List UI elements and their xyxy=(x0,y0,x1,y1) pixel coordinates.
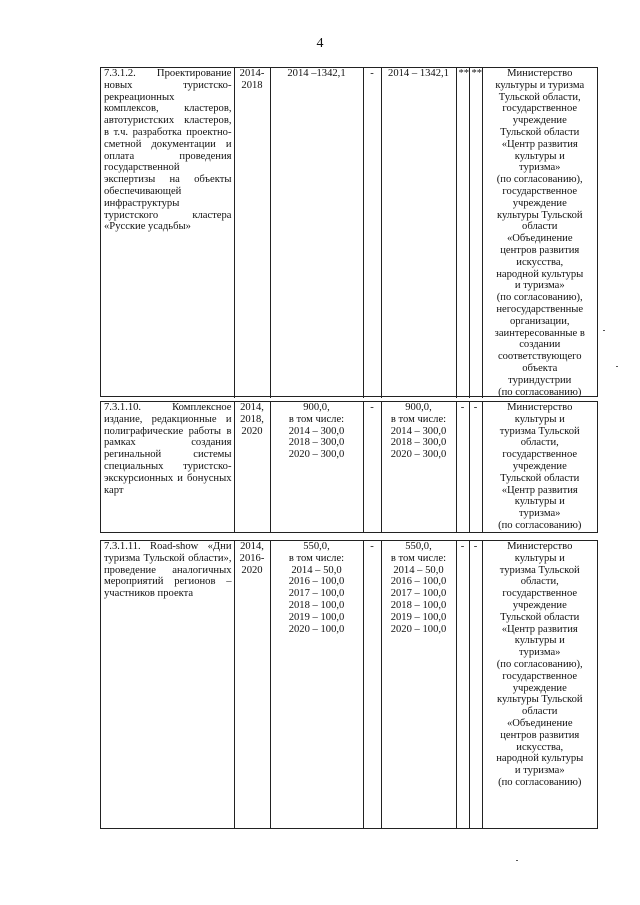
funding-line: в том числе: xyxy=(390,413,447,425)
executor-line: культуры Тульской xyxy=(496,209,583,221)
funding-line: 2018 – 300,0 xyxy=(288,437,345,449)
measure-name: 7.3.1.11. Road-show «Дни туризма Тульской области», проведение аналогичных мероприятий регионов – участников проекта xyxy=(104,541,232,600)
executor-line: культуры и xyxy=(514,552,565,564)
federal-funding-cell: - xyxy=(363,541,381,828)
funding-line: в том числе: xyxy=(390,552,447,564)
executor-line: Тульской области xyxy=(500,126,580,138)
funding-line: 2020 – 100,0 xyxy=(390,623,447,635)
executor-line: заинтересованные в xyxy=(494,327,585,339)
years-cell xyxy=(234,68,270,398)
executor-line: учреждение xyxy=(512,599,567,611)
federal-funding-cell: - xyxy=(363,402,381,532)
funding-line: 2014 – 300,0 xyxy=(390,425,447,437)
total-funding-cell xyxy=(270,541,363,828)
funding-line: 2017 – 100,0 xyxy=(288,588,345,600)
page-number: 4 xyxy=(316,36,324,51)
funding-line: 550,0, xyxy=(405,541,432,552)
years-line: 2014, xyxy=(240,402,264,413)
executor-line: культуры и xyxy=(514,413,565,425)
executor-line: области, xyxy=(520,576,559,588)
executor-line: «Объединение xyxy=(506,233,573,245)
other-funding-cell: - xyxy=(469,541,482,828)
executor-line: туризма Тульской xyxy=(499,425,580,437)
funding-line: 900,0, xyxy=(303,402,330,413)
executor-line: государственное xyxy=(502,185,578,197)
executor-line: соответствующего xyxy=(497,351,582,363)
funding-line: 2016 – 100,0 xyxy=(390,576,447,588)
funding-line: 2014 – 50,0 xyxy=(393,564,444,576)
regional-funding-cell xyxy=(381,541,456,828)
executor-line: области, xyxy=(520,437,559,449)
executor-line: (по согласованию) xyxy=(498,776,582,788)
years-line: 2016- xyxy=(239,552,265,564)
executor-line: туризма Тульской xyxy=(499,564,580,576)
funding-line: 2018 – 300,0 xyxy=(390,437,447,449)
executor-line: негосударственные xyxy=(496,303,584,315)
funding-line: 900,0, xyxy=(405,402,432,413)
scan-speck xyxy=(516,860,518,861)
years-line: 2020 xyxy=(241,425,263,437)
executor-line: организации, xyxy=(509,315,570,327)
years-line: 2020 xyxy=(241,564,263,576)
executor-line: туризма» xyxy=(519,647,561,659)
executor-line: Министерство xyxy=(507,68,573,79)
executor-line: создании xyxy=(519,339,561,351)
executor-line: культуры и xyxy=(514,496,565,508)
executor-line: туризма» xyxy=(519,508,561,520)
executor-line: «Центр развития xyxy=(501,623,578,635)
executor-cell xyxy=(482,541,597,828)
years-line: 2014- xyxy=(239,68,265,79)
executor-line: туриндустрии xyxy=(508,374,572,386)
executor-line: Тульской области xyxy=(500,472,580,484)
regional-funding-cell xyxy=(381,68,456,398)
executor-cell xyxy=(482,68,597,398)
other-funding-cell: ** xyxy=(469,68,482,398)
funding-line: в том числе: xyxy=(288,413,345,425)
executor-line: Тульской области, xyxy=(498,91,581,103)
executor-line: «Центр развития xyxy=(501,484,578,496)
total-funding-cell xyxy=(270,402,363,532)
executor-line: и туризма» xyxy=(514,280,565,292)
funding-line: 2014 –1342,1 xyxy=(287,68,346,79)
funding-line: 2014 – 1342,1 xyxy=(388,68,449,79)
executor-line: области xyxy=(522,706,558,718)
executor-line: объекта xyxy=(522,362,558,374)
executor-line: Тульской области xyxy=(500,611,580,623)
funding-line: 2020 – 100,0 xyxy=(288,623,345,635)
local-funding-cell: - xyxy=(456,402,469,532)
measure-name: 7.3.1.10. Комплексное издание, редакционные и полиграфические работы в рамках создания регинальной системы специальных туристско-экскурсионных и бонусных карт xyxy=(104,402,232,496)
measure-name: 7.3.1.2. Проектирование новых туристско-рекреационных комплексов, кластеров, автотуристских кластеров, в т.ч. разработка проектно-сметной документации и оплата проведения государственной экспертизы на объекты обеспечивающей инфраструктуры туристского кластера «Русские усадьбы» xyxy=(104,68,232,233)
scan-speck xyxy=(603,330,605,331)
executor-line: народной культуры xyxy=(496,753,584,765)
local-funding-cell: - xyxy=(456,541,469,828)
executor-line: государственное xyxy=(502,103,578,115)
table-row xyxy=(100,540,598,829)
table-row xyxy=(100,67,598,397)
executor-line: культуры и xyxy=(514,635,565,647)
funding-line: 2018 – 100,0 xyxy=(390,599,447,611)
executor-line: «Объединение xyxy=(506,717,573,729)
total-funding-cell xyxy=(270,68,363,398)
executor-line: «Центр развития xyxy=(501,138,578,150)
executor-line: учреждение xyxy=(512,197,567,209)
executor-line: учреждение xyxy=(512,682,567,694)
funding-line: 2017 – 100,0 xyxy=(390,588,447,600)
other-funding-cell: - xyxy=(469,402,482,532)
funding-line: в том числе: xyxy=(288,552,345,564)
executor-line: культуры Тульской xyxy=(496,694,583,706)
years-cell xyxy=(234,541,270,828)
executor-line: искусства, xyxy=(516,256,564,268)
executor-line: центров развития xyxy=(500,729,580,741)
executor-line: (по согласованию), xyxy=(496,174,583,186)
funding-line: 2014 – 50,0 xyxy=(291,564,342,576)
executor-cell xyxy=(482,402,597,532)
executor-line: центров развития xyxy=(500,244,580,256)
funding-line: 550,0, xyxy=(303,541,330,552)
years-line: 2014, xyxy=(240,541,264,552)
executor-line: (по согласованию) xyxy=(498,386,582,398)
funding-line: 2019 – 100,0 xyxy=(390,611,447,623)
scan-speck xyxy=(616,366,618,367)
years-line: 2018, xyxy=(240,413,264,425)
executor-line: государственное xyxy=(502,588,578,600)
executor-line: государственное xyxy=(502,670,578,682)
executor-line: туризма» xyxy=(519,162,561,174)
executor-line: учреждение xyxy=(512,460,567,472)
executor-line: культуры и xyxy=(514,150,565,162)
table-row xyxy=(100,401,598,533)
executor-line: и туризма» xyxy=(514,765,565,777)
executor-line: народной культуры xyxy=(496,268,584,280)
executor-line: учреждение xyxy=(512,115,567,127)
funding-line: 2020 – 300,0 xyxy=(390,449,447,461)
local-funding-cell: ** xyxy=(456,68,469,398)
funding-line: 2019 – 100,0 xyxy=(288,611,345,623)
executor-line: области xyxy=(522,221,558,233)
executor-line: Министерство xyxy=(507,402,573,413)
executor-line: культуры и туризма xyxy=(495,79,585,91)
years-cell xyxy=(234,402,270,532)
funding-line: 2018 – 100,0 xyxy=(288,599,345,611)
executor-line: Министерство xyxy=(507,541,573,552)
funding-line: 2016 – 100,0 xyxy=(288,576,345,588)
funding-line: 2014 – 300,0 xyxy=(288,425,345,437)
executor-line: искусства, xyxy=(516,741,564,753)
executor-line: государственное xyxy=(502,449,578,461)
executor-line: (по согласованию), xyxy=(496,658,583,670)
federal-funding-cell: - xyxy=(363,68,381,398)
regional-funding-cell xyxy=(381,402,456,532)
executor-line: (по согласованию) xyxy=(498,519,582,531)
funding-line: 2020 – 300,0 xyxy=(288,449,345,461)
executor-line: (по согласованию), xyxy=(496,292,583,304)
years-line: 2018 xyxy=(241,79,263,91)
